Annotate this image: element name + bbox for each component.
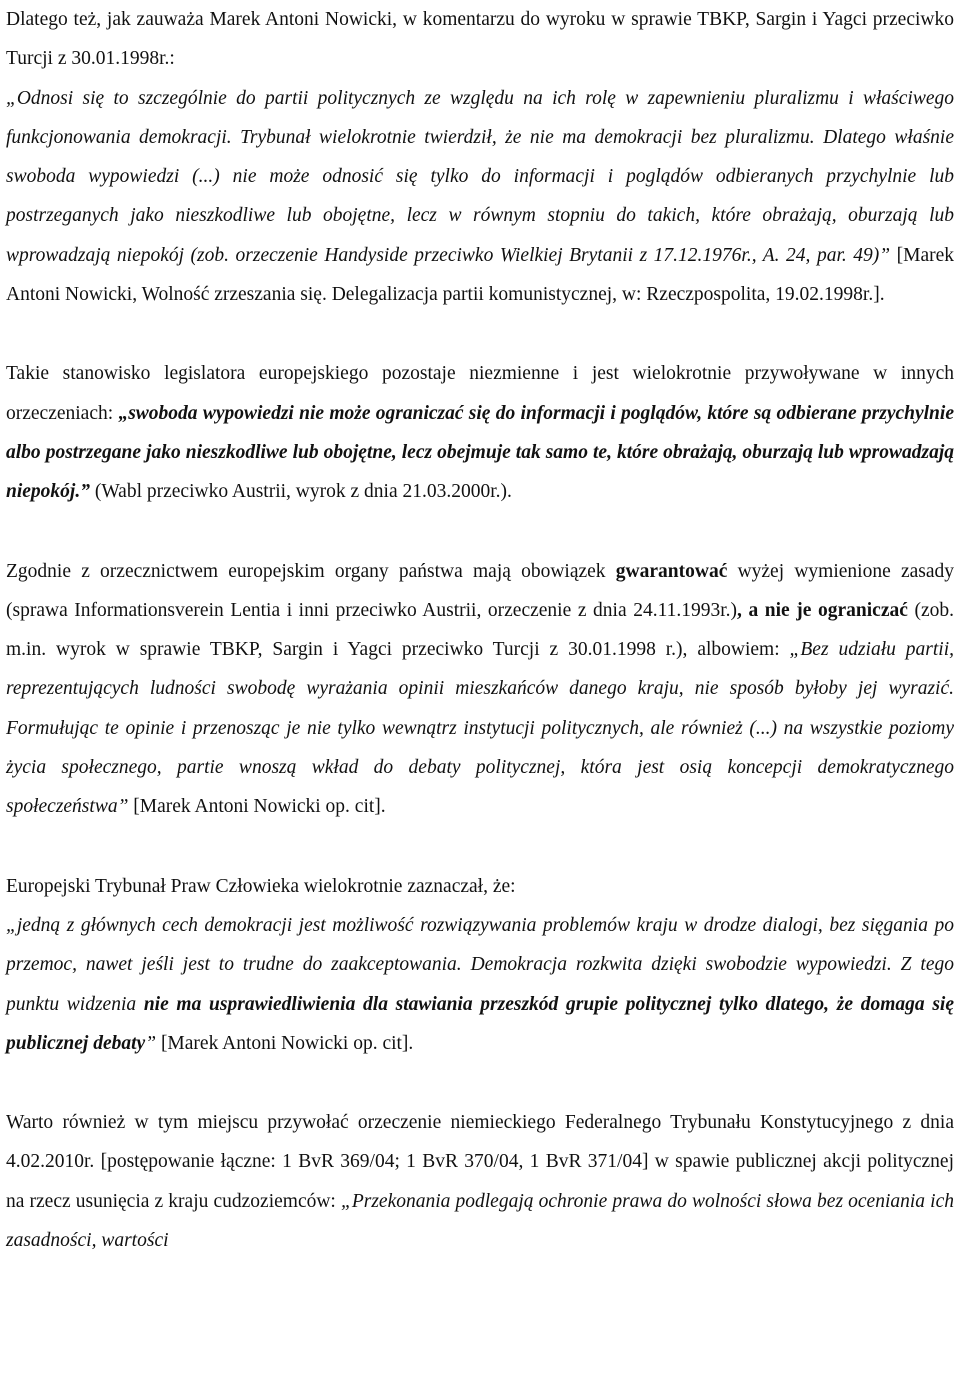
paragraph-state-obligation [6,552,954,827]
paragraph-spacer [6,314,954,354]
paragraph-spacer [6,1063,954,1103]
obligation-intro: Zgodnie z orzecznictwem europejskim organy państwa mają obowiązek [6,560,616,582]
paragraph-spacer [6,512,954,552]
obligation-lentia: wyżej wymienione zasady (sprawa Informationsverein Lentia i inni przeciwko Austrii, orzeczenie z dnia 24.11.1993r.) [6,560,954,621]
paragraph-echr-intro [6,867,954,906]
commentary-intro: Dlatego też, jak zauważa Marek Antoni Nowicki, w komentarzu do wyroku w sprawie TBKP, Sargin i Yagci przeciwko Turcji z 30.01.1998r.: [6,9,954,70]
obligation-citation: [Marek Antoni Nowicki op. cit]. [128,796,386,818]
obligation-emphasis-not-limit: , a nie je ograniczać [737,599,908,621]
obligation-emphasis-guarantee: gwarantować [615,560,728,582]
commentary-citation: [Marek Antoni Nowicki, Wolność zrzeszania się. Delegalizacja partii komunistycznej, w: Rzeczpospolita, 19.02.1998r.]. [6,244,954,306]
document-page [6,0,954,1260]
german-court-quote: „Przekonania podlegają ochronie prawa do wolności słowa bez oceniania ich zasadności, wartości [6,1190,954,1252]
echr-intro-text: Europejski Trybunał Praw Człowieka wielokrotnie zaznaczał, że: [6,875,516,897]
paragraph-echr-quote [6,906,954,1063]
wabl-quote: „swoboda wypowiedzi nie może ograniczać się do informacji i poglądów, które są odbierane przychylnie albo postrzegane jako nieszkodliwe lub obojętne, lecz obejmuje tak samo te, które obrażają, oburzają lub wprowadzają niepokój.” [6,402,954,503]
echr-citation: [Marek Antoni Nowicki op. cit]. [156,1032,414,1054]
commentary-quote: „Odnosi się to szczególnie do partii politycznych ze względu na ich rolę w zapewnieniu pluralizmu i właściwego funkcjonowania demokracji. Trybunał wielokrotnie twierdził, że nie ma demokracji bez pluralizmu. Dlatego właśnie swoboda wypowiedzi (...) nie może odnosić się tylko do informacji i poglądów odbieranych przychylnie lub postrzeganych jako nieszkodliwe lub obojętne, lecz w równym stopniu do takich, które obrażają, oburzają lub wprowadzają niepokój (zob. orzeczenie Handyside przeciwko Wielkiej Brytanii z 17.12.1976r., A. 24, par. 49)” [6,87,954,266]
paragraph-german-court [6,1103,954,1260]
wabl-citation: (Wabl przeciwko Austrii, wyrok z dnia 21.03.2000r.). [89,481,512,503]
echr-quote-close: ” [145,1032,157,1054]
obligation-tbkp: (zob. m.in. wyrok w sprawie TBKP, Sargin i Yagci przeciwko Turcji z 30.01.1998 r.), albowiem: [6,599,954,661]
paragraph-wabl-ruling [6,354,954,511]
german-court-text: Warto również w tym miejscu przywołać orzeczenie niemieckiego Federalnego Trybunału Konstytucyjnego z dnia 4.02.2010r. [postępowanie łączne: 1 BvR 369/04; 1 BvR 370/04, 1 BvR 371/04] w spawie publicznej akcji politycznej na rzecz usunięcia z kraju cudzoziemców: [6,1112,954,1212]
echr-quote-emphasis: nie ma usprawiedliwienia dla stawiania przeszkód grupie politycznej tylko dlatego, że domaga się publicznej debaty [6,993,954,1054]
echr-quote-start: „jedną z głównych cech demokracji jest możliwość rozwiązywania problemów kraju w drodze dialogi, bez sięgania po przemoc, nawet jeśli jest to trudne do zaakceptowania. Demokracja rozkwita dzięki swobodzie wypowiedzi. Z tego punktu widzenia [6,914,954,1015]
paragraph-spacer [6,827,954,867]
obligation-quote: „Bez udziału partii, reprezentujących ludności swobodę wyrażania opinii mieszkańców danego kraju, nie sposób byłoby jej wyrazić. Formułując te opinie i przenosząc je nie tylko wewnątrz instytucji politycznych, ale również (...) na wszystkie poziomy życia społecznego, partie wnoszą wkład do debaty politycznej, która jest osią koncepcji demokratycznego społeczeństwa” [6,639,954,818]
wabl-intro: Takie stanowisko legislatora europejskiego pozostaje niezmienne i jest wielokrotnie przywoływane w innych orzeczeniach: [6,363,954,424]
paragraph-nowicki-commentary [6,0,954,314]
